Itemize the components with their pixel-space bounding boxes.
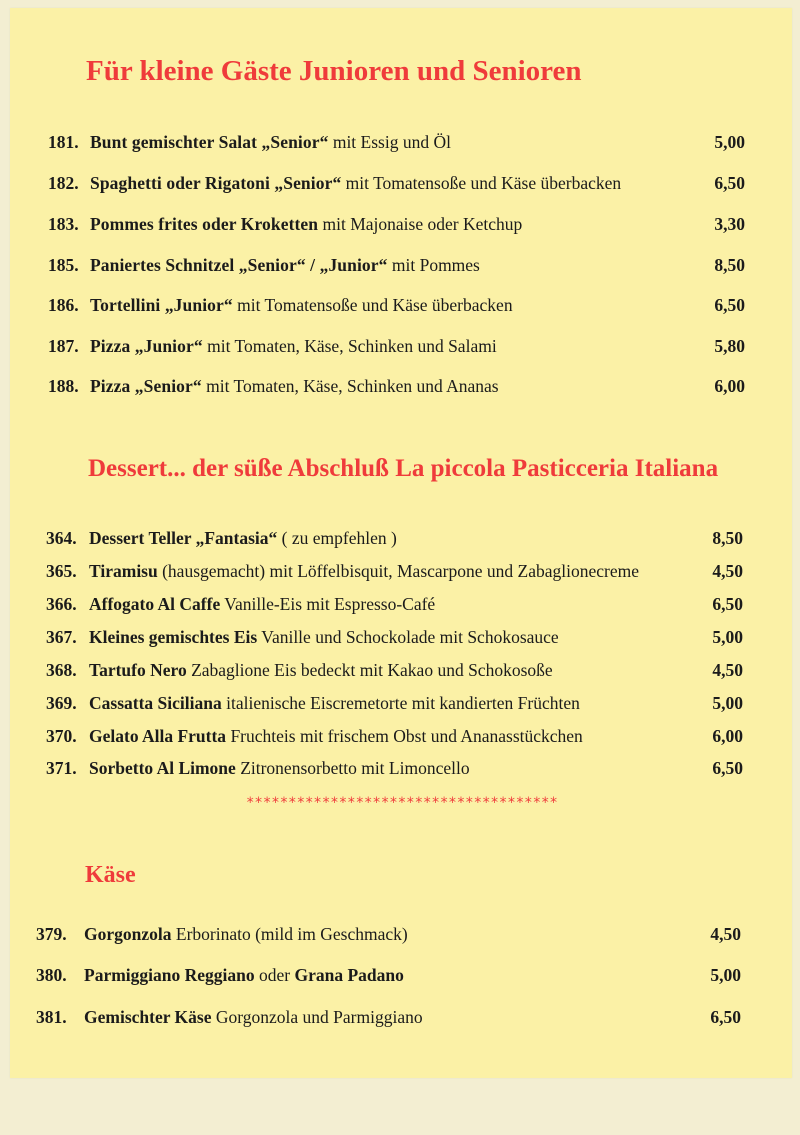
item-description: mit Pommes [387,255,480,275]
menu-item [46,723,746,749]
item-description: mit Tomaten, Käse, Schinken und Salami [202,336,497,356]
menu-item [48,333,748,359]
item-name: Pizza „Junior“ [90,336,203,356]
item-price: 6,50 [710,1007,741,1027]
item-description: mit Tomatensoße und Käse überbacken [341,173,622,193]
menu-item [48,292,748,318]
item-number: 370. [46,726,77,746]
item-number: 183. [48,214,79,234]
item-price: 6,00 [714,376,745,396]
separator-stars: ************************************* [246,795,558,811]
item-description: mit Tomatensoße und Käse überbacken [232,295,513,315]
item-price: 6,50 [712,758,743,778]
item-price: 4,50 [712,561,743,581]
item-price: 4,50 [712,660,743,680]
item-description: mit Essig und Öl [328,132,451,152]
item-name: Tortellini „Junior“ [90,295,233,315]
menu-item [48,211,748,237]
item-price: 5,80 [714,336,745,356]
item-description: ( zu empfehlen ) [277,528,397,548]
item-number: 185. [48,255,79,275]
item-number: 371. [46,758,77,778]
item-name: Affogato Al Caffe [89,594,221,614]
item-name: Paniertes Schnitzel „Senior“ / „Junior“ [90,255,388,275]
menu-item [36,1004,746,1030]
menu-item [46,558,746,584]
item-number: 369. [46,693,77,713]
item-number: 182. [48,173,79,193]
item-name: Spaghetti oder Rigatoni „Senior“ [90,173,342,193]
menu-item [46,624,746,650]
item-name: Tartufo Nero [89,660,187,680]
item-name: Gorgonzola [84,924,172,944]
menu-item [46,657,746,683]
item-description: Vanille-Eis mit Espresso-Café [220,594,436,614]
item-name: Cassatta Siciliana [89,693,222,713]
item-number: 368. [46,660,77,680]
item-price: 6,50 [714,173,745,193]
item-price: 5,00 [714,132,745,152]
menu-item [48,129,748,155]
item-description: (hausgemacht) mit Löffelbisquit, Mascarpone und Zabaglionecreme [157,561,639,581]
section-title-kids: Für kleine Gäste Junioren und Senioren [86,55,582,87]
item-name: Gelato Alla Frutta [89,726,227,746]
item-number: 365. [46,561,77,581]
item-number: 366. [46,594,77,614]
item-number: 181. [48,132,79,152]
item-description: oder [254,965,295,985]
item-number: 187. [48,336,79,356]
item-description: Gorgonzola und Parmiggiano [211,1007,423,1027]
item-number: 188. [48,376,79,396]
item-name: Bunt gemischter Salat „Senior“ [90,132,329,152]
item-price: 4,50 [710,924,741,944]
item-name-alt: Grana Padano [294,965,404,985]
item-description: mit Tomaten, Käse, Schinken und Ananas [201,376,499,396]
section-title-cheese: Käse [85,862,136,888]
menu-item [48,252,748,278]
menu-item [46,755,746,781]
item-number: 186. [48,295,79,315]
item-description: Vanille und Schockolade mit Schokosauce [257,627,559,647]
item-number: 364. [46,528,77,548]
item-price: 6,50 [714,295,745,315]
item-name: Dessert Teller „Fantasia“ [89,528,278,548]
item-price: 8,50 [714,255,745,275]
item-name: Pommes frites oder Kroketten [90,214,319,234]
item-description: italienische Eiscremetorte mit kandierten Früchten [221,693,580,713]
item-name: Tiramisu [89,561,158,581]
item-price: 8,50 [712,528,743,548]
item-number: 367. [46,627,77,647]
item-price: 5,00 [712,627,743,647]
item-name: Gemischter Käse [84,1007,212,1027]
item-number: 379. [36,924,67,944]
item-price: 5,00 [710,965,741,985]
menu-item [46,690,746,716]
menu-item [48,170,748,196]
item-price: 6,50 [712,594,743,614]
menu-item [36,962,746,988]
item-name: Parmiggiano Reggiano [84,965,255,985]
menu-item [36,921,746,947]
item-description: Zitronensorbetto mit Limoncello [235,758,470,778]
item-description: Erborinato (mild im Geschmack) [171,924,408,944]
item-price: 5,00 [712,693,743,713]
menu-item [46,525,746,551]
item-name: Kleines gemischtes Eis [89,627,258,647]
item-description: Fruchteis mit frischem Obst und Ananasstückchen [226,726,583,746]
menu-item [48,373,748,399]
item-number: 380. [36,965,67,985]
item-name: Sorbetto Al Limone [89,758,236,778]
menu-item [46,591,746,617]
item-description: Zabaglione Eis bedeckt mit Kakao und Schokosoße [186,660,553,680]
item-price: 6,00 [712,726,743,746]
item-number: 381. [36,1007,67,1027]
item-name: Pizza „Senior“ [90,376,202,396]
item-description: mit Majonaise oder Ketchup [318,214,523,234]
item-price: 3,30 [714,214,745,234]
section-title-dessert: Dessert... der süße Abschluß La piccola Pasticceria Italiana [88,455,719,482]
